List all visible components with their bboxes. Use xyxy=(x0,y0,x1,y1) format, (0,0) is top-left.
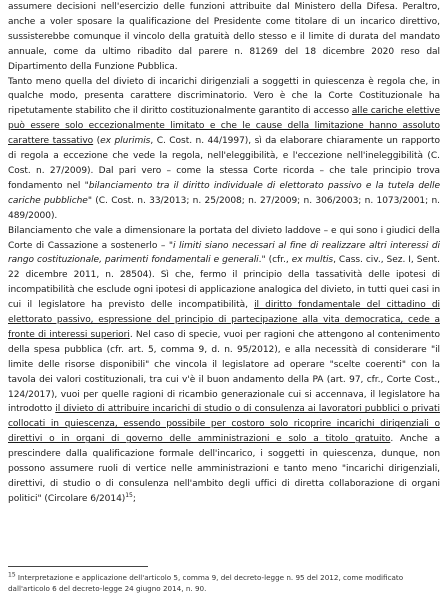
underlined-text: alle cariche elettive può essere solo eccezionalmente limitato e che le cause della limitazione hanno assoluto carattere tassativo xyxy=(8,106,440,147)
footnote-text: Interpretazione e applicazione dell'articolo 5, comma 9, del decreto-legge n. 95 del 2012, come modificato dall'articolo 6 del decreto-legge 24 giugno 2014, n. 90. xyxy=(8,573,404,593)
text-run: " (C. Cost. n. 33/2013; n. 25/2008; n. 27/2009; n. 306/2003; n. 1073/2001; n. 489/2000). xyxy=(8,195,440,221)
footnote-number: 15 xyxy=(8,571,16,579)
text-run: Bilanciamento che vale a dimensionare la portata del divieto laddove – e qui sono i giudici della Corte di Cassazione a sostenerlo – " xyxy=(8,225,440,251)
paragraph xyxy=(8,0,440,75)
italic-text: ex plurimis xyxy=(100,136,151,147)
text-run: ; xyxy=(132,493,136,504)
text-run: . Nel caso di specie, vuoi per ragioni che attengono al contenimento della spesa pubblica (cfr. art. 5, comma 9, d. n. 95/2012), e alla necessità di considerare "il limite delle risorse disponibili" che vincola il legislatore ad operare "scelte coerenti" con la tavola dei valori costituzionali, tra cui v'è il buon andamento della PA (art. 97, cfr., Corte Cost., 124/2017), vuoi per quelle ragioni di ricambio generazionale cui si accennava, il legislatore ha introdotto xyxy=(8,329,440,415)
footnote xyxy=(8,572,440,594)
text-run: Tanto meno quella del divieto di incarichi dirigenziali a soggetti in quiescenza è regola che, in qualche modo, presenta carattere discriminatorio. Vero è che la Corte Costituzionale ha ripetutamente stabilito che il diritto costituzionalmente garantito di accesso xyxy=(8,76,440,117)
text-run: , C. Cost. n. 44/1997), sì da elaborare chiaramente un rapporto di regola a eccezione che vede la regola, nell'eleggibilità, e l'eccezione nell'ineleggibilità (C. Cost. n. 27/2009). Dal pari vero – come la stessa Corte ricorda – che tale principio trova fondamento nel " xyxy=(8,136,441,191)
text-run: assumere decisioni nell'esercizio delle funzioni attribuite dal Ministero della Difesa. Peraltro, anche a voler sposare la qualificazione del Presidente come titolare di un incarico direttivo, sussisterebbe comunque il vincolo della gratuità dello stesso e il limite di durata del mandato annuale, come da ultimo ribadito dal parere n. 81269 del 18 dicembre 2020 reso dal Dipartimento della Funzione Pubblica. xyxy=(8,2,440,72)
text-run: . Anche a prescindere dalla qualificazione formale dell'incarico, i soggetti in quiescenza, dunque, non possono assumere ruoli di vertice nelle amministrazioni e tanto meno "incarichi dirigenziali, direttivi, di studio o di consulenza nell'ambito degli uffici di diretta collaborazione di organi politici" (Circolare 6/2014) xyxy=(8,434,441,504)
text-run: ." (cfr., xyxy=(258,255,292,266)
text-run: ( xyxy=(93,136,101,147)
italic-text: i limiti siano necessari al fine di realizzare altri interessi di rango costituzionale, parimenti fondamentali e generali xyxy=(8,240,440,266)
paragraph xyxy=(8,224,440,507)
italic-text: bilanciamento tra il diritto individuale di elettorato passivo e la tutela delle cariche pubbliche xyxy=(8,180,440,206)
paragraph xyxy=(8,75,440,224)
italic-text: ex multis xyxy=(291,255,334,266)
text-run: , Cass. civ., Sez. I, Sent. 22 dicembre 2011, n. 28504). Sì che, fermo il principio della tassatività delle ipotesi di incompatibilità che esclude ogni ipotesi di applicazione analogica del divieto, in tutti quei casi in cui il legislatore ha previsto delle incompatibilità, xyxy=(8,255,440,311)
body-text xyxy=(8,0,440,507)
underlined-text: il diritto fondamentale del cittadino di elettorato passivo, espressione del principio di partecipazione alla vita democratica, cede a fronte di interessi superiori xyxy=(8,300,441,340)
underlined-text: il divieto di attribuire incarichi di studio o di consulenza ai lavoratori pubblici o privati collocati in quiescenza, essendo possibile per costoro solo ricoprire incarichi dirigenziali o direttivi o in organi di governo delle amministrazioni e solo a titolo gratuito xyxy=(8,404,440,445)
footnote-reference: 15 xyxy=(125,491,133,499)
footnote-separator xyxy=(8,566,148,567)
